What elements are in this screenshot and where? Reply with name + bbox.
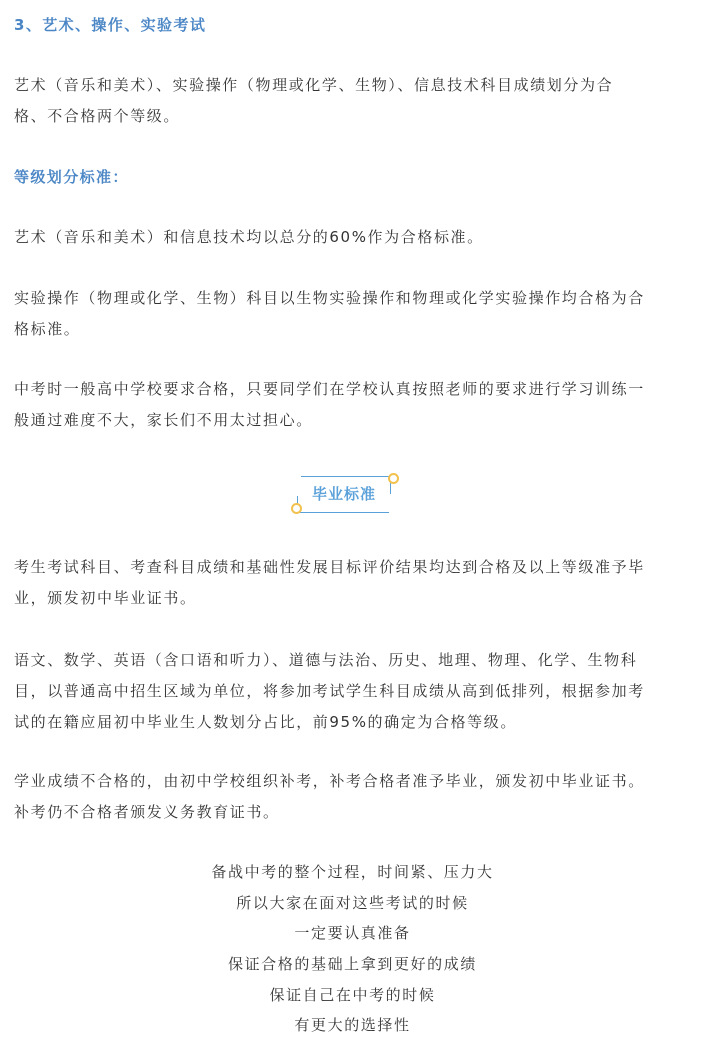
text-line: 般通过难度不大，家长们不用太过担心。 [14,411,313,429]
text-line: 业，颁发初中毕业证书。 [14,589,197,607]
text-line: 试的在籍应届初中毕业生人数划分占比，前95%的确定为合格等级。 [14,713,517,731]
badge-circle-icon [291,503,302,514]
text-line: 补考仍不合格者颁发义务教育证书。 [14,803,280,821]
closing-line: 保证合格的基础上拿到更好的成绩 [227,955,477,973]
closing-line: 保证自己在中考的时候 [269,986,436,1004]
text-line: 学业成绩不合格的，由初中学校组织补考，补考合格者准予毕业，颁发初中毕业证书。 [14,772,645,790]
badge-circle-icon [388,473,399,484]
text-line: 格、不合格两个等级。 [14,107,181,125]
text-line: 艺术（音乐和美术）和信息技术均以总分的60%作为合格标准。 [14,228,484,246]
closing-line: 有更大的选择性 [294,1016,411,1034]
closing-line: 一定要认真准备 [294,924,411,942]
text-line: 中考时一般高中学校要求合格，只要同学们在学校认真按照老师的要求进行学习训练一 [14,380,645,398]
text-line: 考生考试科目、考查科目成绩和基础性发展目标评价结果均达到合格及以上等级准予毕 [14,558,645,576]
badge-label: 毕业标准 [311,485,376,503]
closing-line: 所以大家在面对这些考试的时候 [236,894,469,912]
text-line: 格标准。 [14,320,81,338]
text-line: 实验操作（物理或化学、生物）科目以生物实验操作和物理或化学实验操作均合格为合 [14,289,645,307]
grading-standard-heading: 等级划分标准： [14,168,129,186]
graduation-standard-badge [291,470,401,514]
text-line: 目，以普通高中招生区域为单位，将参加考试学生科目成绩从高到低排列，根据参加考 [14,682,645,700]
text-line: 艺术（音乐和美术）、实验操作（物理或化学、生物）、信息技术科目成绩划分为合 [14,76,614,94]
closing-line: 备战中考的整个过程，时间紧、压力大 [211,863,494,881]
text-line: 语文、数学、英语（含口语和听力）、道德与法治、历史、地理、物理、化学、生物科 [14,651,638,669]
section-heading: 3、艺术、操作、实验考试 [14,16,207,34]
